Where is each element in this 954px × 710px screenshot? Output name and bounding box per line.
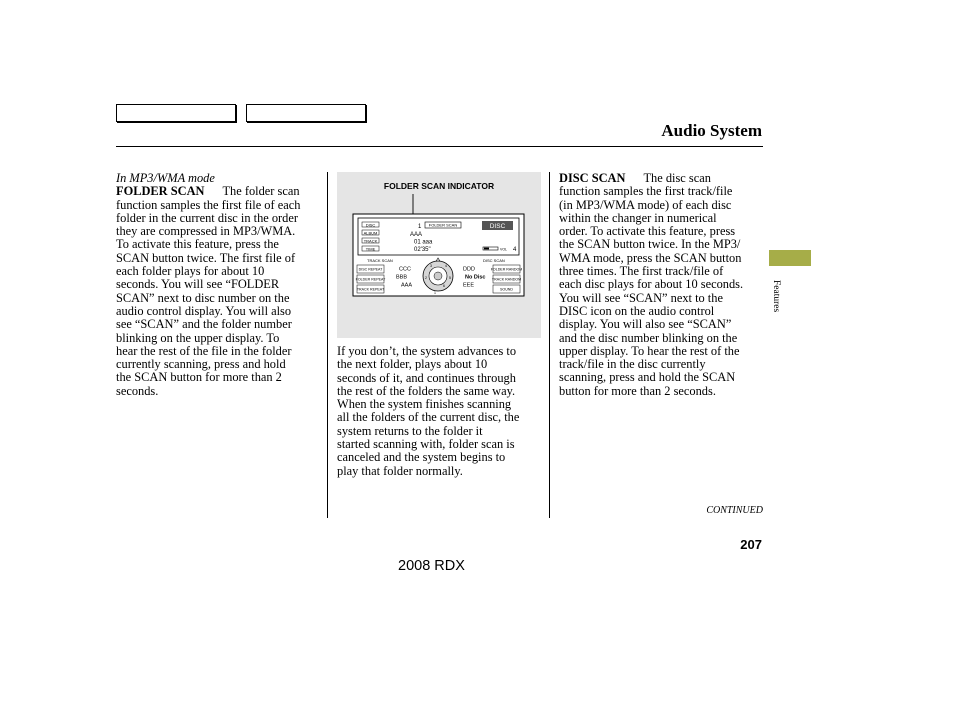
slot-number-1: 1	[434, 291, 436, 295]
header-tab-box-left	[116, 104, 236, 122]
disc-number: 1	[418, 224, 422, 230]
text-line: (in MP3/WMA mode) of each disc	[559, 197, 732, 212]
disc4-name: DDD	[463, 266, 475, 273]
text-line: started scanning with, folder scan is	[337, 437, 515, 452]
text-line: SCAN button twice. The first file of	[116, 250, 296, 265]
album-label: ALBUM	[363, 230, 378, 236]
text-line: the SCAN button twice. In the MP3/	[559, 237, 741, 252]
header-rule	[116, 146, 763, 147]
text-line: function samples the first file of each	[116, 197, 301, 212]
text-line: display. You will also see “SCAN”	[559, 317, 732, 332]
text-line: blinking on the upper display. To	[116, 330, 280, 345]
disc1-name: AAA	[401, 282, 413, 289]
track-scan-label: TRACK SCAN	[367, 258, 393, 263]
text-line: seconds.	[116, 383, 159, 398]
header-tab-box-right	[246, 104, 366, 122]
text-line: track/file in the disc currently	[559, 357, 706, 372]
vol-value: 4	[513, 247, 517, 253]
text-line: audio control display. You will also	[116, 303, 292, 318]
slot-number-3: 3	[430, 264, 432, 268]
slot-number-4: 4	[445, 264, 447, 268]
text-line: When the system finishes scanning	[337, 397, 512, 412]
text-line: the next folder, plays about 10	[337, 357, 488, 372]
text-line: To activate this feature, press the	[116, 237, 279, 252]
disc3-name: CCC	[399, 266, 411, 273]
text-line: hear the rest of the file in the folder	[116, 343, 292, 358]
column-divider-right	[549, 172, 550, 518]
text-line: the SCAN button for more than 2	[116, 370, 282, 385]
text-line: FOLDER SCAN The folder scan	[116, 184, 300, 199]
text-line: DISC icon on the audio control	[559, 303, 715, 318]
text-line: canceled and the system begins to	[337, 450, 506, 465]
text-line: three times. The first track/file of	[559, 264, 724, 279]
text-line: the rest of the folders the same way.	[337, 383, 516, 398]
text-line: within the changer in numerical	[559, 210, 717, 225]
time-label: TIME	[365, 246, 376, 252]
folder-scan-figure	[337, 172, 541, 338]
folder-scan-column	[116, 172, 321, 398]
column-divider-left	[327, 172, 328, 518]
disc-scan-heading: DISC SCAN	[559, 171, 626, 185]
section-tab-marker	[769, 250, 811, 266]
continued-note: CONTINUED	[706, 505, 763, 516]
slot-number-2: 2	[425, 276, 427, 280]
text-line: You will see “SCAN” next to the	[559, 290, 723, 305]
text-line: folder in the current disc in the order	[116, 210, 299, 225]
text-line: all the folders of the current disc, the	[337, 410, 520, 425]
text-line: each disc plays for about 10 seconds.	[559, 277, 744, 292]
model-label: 2008 RDX	[398, 558, 465, 574]
text-line: SCAN” next to disc number on the	[116, 290, 290, 305]
folder-repeat-label: FOLDER REPEAT	[355, 277, 386, 282]
text-line: upper display. To hear the rest of the	[559, 343, 740, 358]
folder-scan-indicator-text: FOLDER SCAN	[428, 222, 458, 228]
album-name: AAA	[410, 232, 423, 238]
text-line: If you don’t, the system advances to	[337, 344, 517, 358]
disc-box-text: DISC	[489, 223, 506, 230]
folder-scan-continued-column	[337, 345, 542, 478]
volume-level-fill	[484, 248, 489, 250]
folder-random-label: FOLDER RANDOM	[490, 267, 523, 272]
text-line: button for more than 2 seconds.	[559, 383, 716, 398]
text-line: order. To activate this feature, press	[559, 224, 736, 239]
disc-label: DISC	[365, 222, 376, 228]
text-line: system returns to the folder it	[337, 423, 483, 438]
text-line: function samples the first track/file	[559, 184, 733, 199]
sound-label: SOUND	[500, 287, 513, 292]
mode-note: In MP3/WMA mode	[116, 171, 215, 185]
track-repeat-label: TRACK REPEAT	[356, 287, 385, 292]
disc5-status: No Disc	[465, 274, 486, 281]
text-line: currently scanning, press and hold	[116, 357, 286, 372]
page-number: 207	[740, 537, 762, 552]
slot-number-5: 5	[449, 276, 451, 280]
disc-scan-column	[559, 172, 764, 398]
disc-scan-label: DISC SCAN	[483, 258, 505, 263]
slot-number-6: 6	[443, 284, 445, 288]
text-line: DISC SCAN The disc scan	[559, 171, 711, 185]
text-line: scanning, press and hold the SCAN	[559, 370, 736, 385]
page-title: Audio System	[661, 121, 762, 140]
text-line: seconds of it, and continues through	[337, 370, 516, 385]
audio-display-illustration	[337, 172, 541, 338]
time-value: 02'35"	[414, 247, 431, 253]
disc6-name: EEE	[463, 282, 475, 289]
track-label: TRACK	[363, 238, 378, 244]
text-line: seconds. You will see “FOLDER	[116, 277, 280, 292]
text-line: they are compressed in MP3/WMA.	[116, 224, 296, 239]
folder-scan-heading: FOLDER SCAN	[116, 184, 205, 199]
text-line: each folder plays for about 10	[116, 264, 265, 279]
disc2-name: BBB	[396, 274, 408, 281]
section-label: Features	[771, 280, 781, 313]
text-line: see “SCAN” and the folder number	[116, 317, 292, 332]
text-line: and the disc number blinking on the	[559, 330, 738, 345]
text-line: WMA mode, press the SCAN button	[559, 250, 742, 265]
text-line: play that folder normally.	[337, 463, 463, 478]
vol-label: VOL	[500, 247, 508, 252]
figure-caption: FOLDER SCAN INDICATOR	[383, 181, 495, 191]
track-random-label: TRACK RANDOM	[491, 277, 522, 282]
track-line: 01 aaa	[414, 239, 433, 246]
disc-repeat-label: DISC REPEAT	[358, 267, 383, 272]
